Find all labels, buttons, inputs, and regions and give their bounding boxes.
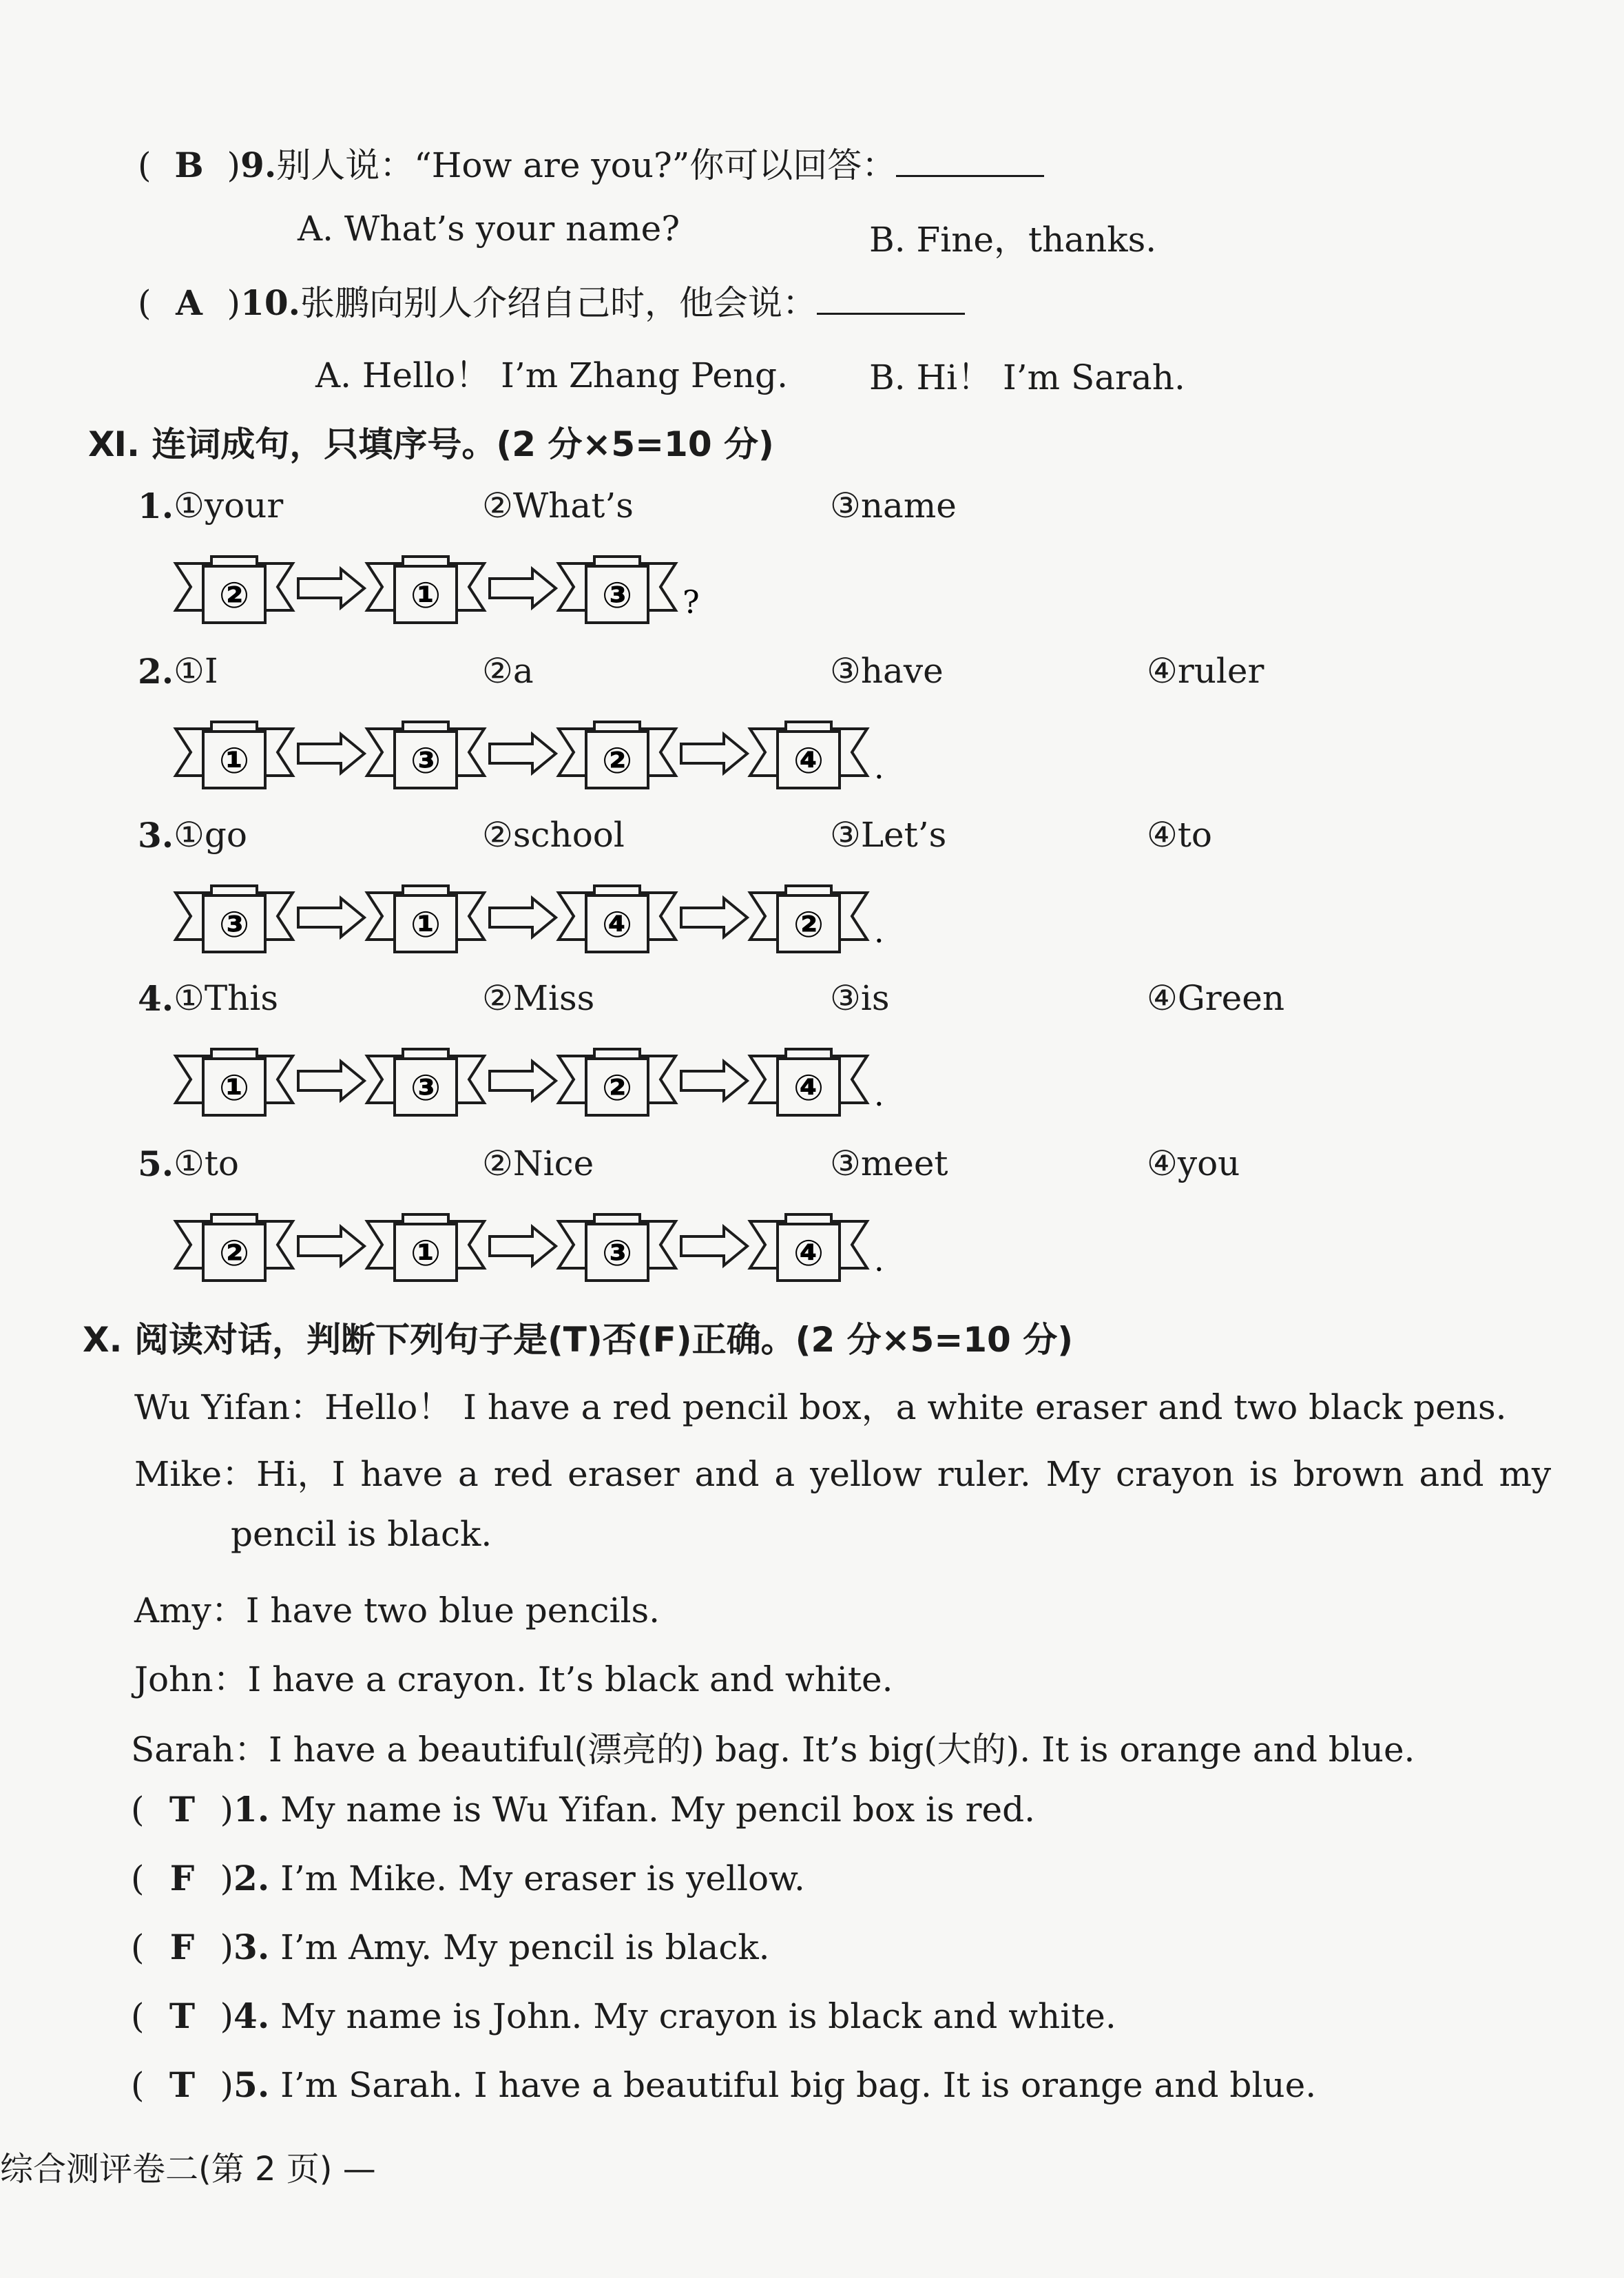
judgement-text: I’m Amy. My pencil is black. xyxy=(280,1927,770,1967)
judgement-1: ( T )1. My name is Wu Yifan. My pencil box is red. xyxy=(131,1789,1035,1830)
word-option: ④ruler xyxy=(1147,651,1264,691)
item-number: 5. xyxy=(138,1143,174,1184)
ribbon-box xyxy=(750,722,867,788)
arrow-icon xyxy=(298,1227,364,1265)
question-10-option-a: A. Hello！ I’m Zhang Peng. xyxy=(315,355,788,395)
item-number: 2. xyxy=(138,651,174,692)
answer-mark: A xyxy=(176,282,202,323)
arrow-icon xyxy=(681,1062,747,1100)
word-option: ①I xyxy=(174,651,218,691)
judgement-number: 1. xyxy=(233,1789,270,1830)
item-number: 1. xyxy=(138,486,174,526)
judgement-text: I’m Sarah. I have a beautiful big bag. It is orange and blue. xyxy=(280,2065,1317,2105)
ribbon-box xyxy=(559,886,676,952)
chain-answer: ② xyxy=(218,575,250,617)
chain-answer: ② xyxy=(601,1068,633,1109)
judgement-3: ( F )3. I’m Amy. My pencil is black. xyxy=(131,1927,770,1967)
page-footer: 综合测评卷二(第 2 页) — xyxy=(0,2150,376,2188)
judgement-2: ( F )2. I’m Mike. My eraser is yellow. xyxy=(131,1858,805,1898)
section-x-title: Ⅹ. 阅读对话，判断下列句子是(T)否(F)正确。(2 分×5=10 分) xyxy=(83,1320,1074,1360)
answer-mark: F xyxy=(169,1927,195,1967)
answer-mark: F xyxy=(169,1858,195,1898)
word-option: ②What’s xyxy=(482,486,634,526)
item-number: 4. xyxy=(138,978,174,1019)
word-option: ①go xyxy=(174,815,247,855)
ribbon-box xyxy=(176,1214,293,1281)
arrow-icon xyxy=(490,1227,556,1265)
chain-answer: ① xyxy=(410,904,441,946)
question-number: 10. xyxy=(240,282,301,323)
chain-answer: ④ xyxy=(793,1068,824,1109)
dialogue-line: John：I have a crayon. It’s black and white. xyxy=(134,1659,893,1699)
chain-svg xyxy=(176,1044,997,1119)
arrow-icon xyxy=(681,734,747,773)
word-option: ①This xyxy=(174,978,279,1018)
word-option: ③have xyxy=(830,651,944,691)
answer-mark: T xyxy=(169,2064,196,2105)
chain-svg xyxy=(176,716,997,792)
ribbon-box xyxy=(367,1214,484,1281)
answer-blank xyxy=(817,285,965,315)
arrow-icon xyxy=(298,734,364,773)
ribbon-box xyxy=(559,1049,676,1115)
judgement-number: 5. xyxy=(233,2064,270,2105)
dialogue-line: Mike：Hi，I have a red eraser and a yellow ruler. My crayon is brown and my xyxy=(134,1454,1552,1494)
arrow-icon xyxy=(490,569,556,608)
chain-answer: ② xyxy=(218,1233,250,1274)
question-prompt: 别人说：“How are you?”你可以回答： xyxy=(276,145,897,185)
arrow-icon xyxy=(490,898,556,937)
ribbon-box xyxy=(559,1214,676,1281)
chain-answer: ④ xyxy=(601,904,633,946)
judgement-number: 2. xyxy=(233,1858,270,1898)
arrow-icon xyxy=(298,569,364,608)
chain-answer: ③ xyxy=(218,904,250,946)
ribbon-box xyxy=(176,722,293,788)
chain-answer: ② xyxy=(601,741,633,782)
judgement-text: My name is Wu Yifan. My pencil box is red. xyxy=(280,1790,1035,1830)
dialogue-line: Wu Yifan：Hello！ I have a red pencil box，a white eraser and two black pens. xyxy=(134,1387,1507,1427)
answer-chain xyxy=(176,551,805,630)
question-10-option-b: B. Hi！ I’m Sarah. xyxy=(869,358,1185,397)
answer-mark: T xyxy=(169,1996,196,2036)
chain-answer: ③ xyxy=(410,1068,441,1109)
word-option: ①to xyxy=(174,1143,240,1183)
word-option: ③meet xyxy=(830,1143,948,1183)
judgement-text: I’m Mike. My eraser is yellow. xyxy=(280,1858,805,1898)
dialogue-line: Sarah：I have a beautiful(漂亮的) bag. It’s big(大的). It is orange and blue. xyxy=(131,1730,1415,1770)
ribbon-box xyxy=(367,886,484,952)
dialogue-line: Amy：I have two blue pencils. xyxy=(134,1591,660,1630)
chain-answer: ① xyxy=(218,741,250,782)
dialogue-line: pencil is black. xyxy=(231,1514,492,1554)
chain-answer: ③ xyxy=(601,1233,633,1274)
ribbon-box xyxy=(559,722,676,788)
judgement-number: 4. xyxy=(233,1996,270,2036)
chain-answer: ① xyxy=(410,575,441,617)
chain-answer: ① xyxy=(410,1233,441,1274)
chain-answer: ③ xyxy=(410,741,441,782)
question-10: ( A )10.张鹏向别人介绍自己时，他会说： xyxy=(138,276,965,325)
arrow-icon xyxy=(298,898,364,937)
word-option: ③is xyxy=(830,978,890,1018)
chain-answer: ② xyxy=(793,904,824,946)
arrow-icon xyxy=(681,1227,747,1265)
word-option: ③Let’s xyxy=(830,815,947,855)
sentence-end-mark: . xyxy=(874,1241,884,1278)
chain-svg xyxy=(176,551,805,627)
answer-blank xyxy=(896,147,1044,177)
ribbon-box xyxy=(750,1214,867,1281)
word-option: ④you xyxy=(1147,1143,1240,1183)
word-option: ①your xyxy=(174,486,284,526)
chain-answer: ④ xyxy=(793,1233,824,1274)
answer-chain xyxy=(176,1209,997,1287)
judgement-number: 3. xyxy=(233,1927,270,1967)
ribbon-box xyxy=(176,1049,293,1115)
word-option: ②Miss xyxy=(482,978,595,1018)
chain-answer: ④ xyxy=(793,741,824,782)
answer-chain xyxy=(176,716,997,795)
word-option: ③name xyxy=(830,486,957,526)
ribbon-box xyxy=(367,722,484,788)
word-option: ④Green xyxy=(1147,978,1285,1018)
ribbon-box xyxy=(176,557,293,623)
answer-mark: B xyxy=(174,145,204,185)
judgement-4: ( T )4. My name is John. My crayon is black and white. xyxy=(131,1996,1116,2036)
ribbon-box xyxy=(367,1049,484,1115)
question-number: 9. xyxy=(240,145,277,185)
judgement-5: ( T )5. I’m Sarah. I have a beautiful big bag. It is orange and blue. xyxy=(131,2064,1317,2105)
arrow-icon xyxy=(490,1062,556,1100)
ribbon-box xyxy=(750,886,867,952)
question-9: ( B )9.别人说：“How are you?”你可以回答： xyxy=(138,138,1044,187)
ribbon-box xyxy=(367,557,484,623)
chain-svg xyxy=(176,1209,997,1285)
question-9-option-b: B. Fine，thanks. xyxy=(869,220,1157,260)
section-xi-title: Ⅺ. 连词成句，只填序号。(2 分×5=10 分) xyxy=(88,424,774,464)
question-prompt: 张鹏向别人介绍自己时，他会说： xyxy=(300,283,818,323)
chain-svg xyxy=(176,880,997,956)
ribbon-box xyxy=(750,1049,867,1115)
sentence-end-mark: . xyxy=(874,1076,884,1113)
judgement-text: My name is John. My crayon is black and white. xyxy=(280,1996,1116,2036)
question-9-option-a: A. What’s your name? xyxy=(298,209,680,249)
item-number: 3. xyxy=(138,815,174,856)
sentence-end-mark: ? xyxy=(683,583,700,621)
ribbon-box xyxy=(176,886,293,952)
arrow-icon xyxy=(298,1062,364,1100)
sentence-end-mark: . xyxy=(874,913,884,950)
arrow-icon xyxy=(490,734,556,773)
sentence-end-mark: . xyxy=(874,749,884,786)
answer-chain xyxy=(176,1044,997,1122)
answer-mark: T xyxy=(169,1789,196,1830)
word-option: ②a xyxy=(482,651,534,691)
answer-chain xyxy=(176,880,997,959)
word-option: ④to xyxy=(1147,815,1213,855)
ribbon-box xyxy=(559,557,676,623)
arrow-icon xyxy=(681,898,747,937)
chain-answer: ③ xyxy=(601,575,633,617)
word-option: ②Nice xyxy=(482,1143,594,1183)
chain-answer: ① xyxy=(218,1068,250,1109)
word-option: ②school xyxy=(482,815,625,855)
